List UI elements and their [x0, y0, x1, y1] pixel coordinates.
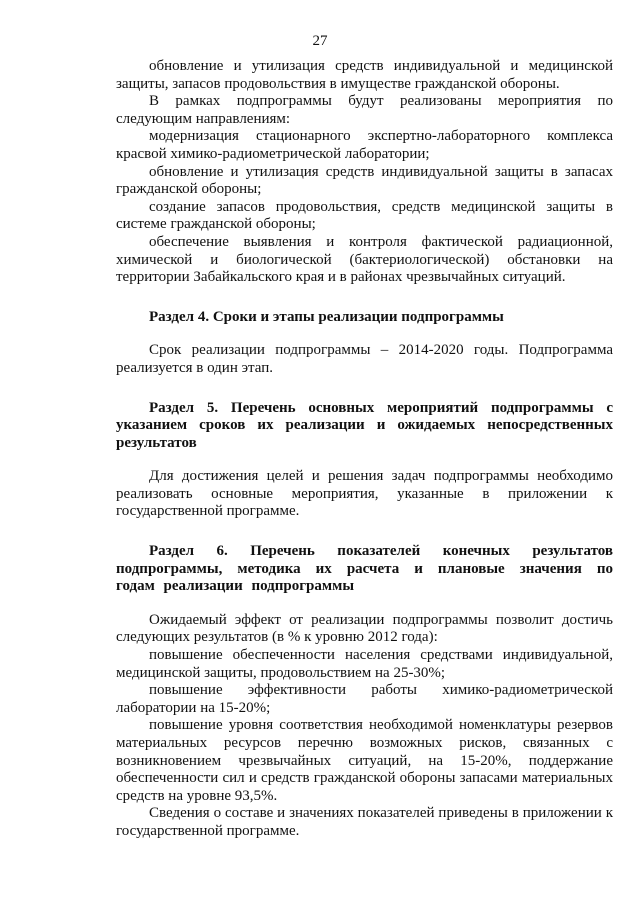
section-6-paragraph: повышение обеспеченности населения средствами индивидуальной, медицинской защиты, продовольствием на 25-30%;: [116, 647, 613, 681]
intro-paragraph: обновление и утилизация средств индивидуальной защиты в запасах гражданской обороны;: [116, 163, 613, 198]
section-6-paragraph: Ожидаемый эффект от реализации подпрограммы позволит достичь следующих результатов (в % к уровню 2012 года):: [116, 611, 613, 646]
section-5-heading: Раздел 5. Перечень основных мероприятий подпрограммы с указанием сроков их реализации и ожидаемых непосредственных результатов: [116, 399, 613, 451]
section-5-text: Для достижения целей и решения задач подпрограммы необходимо реализовать основные мероприятия, указанные в приложении к государственной программе.: [116, 468, 613, 520]
section-6-heading: Раздел 6. Перечень показателей конечных результатов подпрограммы, методика их расчета и плановые значения по годам реализации подпрограммы: [116, 543, 613, 595]
intro-paragraph: обеспечение выявления и контроля фактической радиационной, химической и биологической (бактериологической) обстановки на территории Забайкальского края и в районах чрезвычайных ситуаций.: [116, 233, 613, 286]
section-6-paragraph: повышение уровня соответствия необходимой номенклатуры резервов материальных ресурсов перечню возможных рисков, связанных с возникновением чрезвычайных ситуаций, на 15-20%, поддержание обеспеченности сил и средств гражданской обороны запасами материальных средств на уровне 93,5%.: [116, 717, 613, 804]
intro-paragraph: модернизация стационарного экспертно-лабораторного комплекса красвой химико-радиометрической лаборатории;: [116, 128, 613, 162]
document-body: [116, 58, 613, 841]
section-6-paragraph: повышение эффективности работы химико-радиометрической лаборатории на 15-20%;: [116, 682, 613, 716]
section-4-text: Срок реализации подпрограммы – 2014-2020 годы. Подпрограмма реализуется в один этап.: [116, 342, 613, 376]
intro-paragraph: В рамках подпрограммы будут реализованы мероприятия по следующим направлениям:: [116, 93, 613, 127]
intro-paragraph: создание запасов продовольствия, средств медицинской защиты в системе гражданской обороны;: [116, 198, 613, 233]
section-6-paragraph: Сведения о составе и значениях показателей приведены в приложении к государственной программе.: [116, 805, 613, 839]
page-number: 27: [312, 33, 328, 49]
section-4-heading: Раздел 4. Сроки и этапы реализации подпрограммы: [149, 308, 504, 325]
intro-paragraph: обновление и утилизация средств индивидуальной и медицинской защиты, запасов продовольствия в имуществе гражданской обороны.: [116, 58, 613, 92]
